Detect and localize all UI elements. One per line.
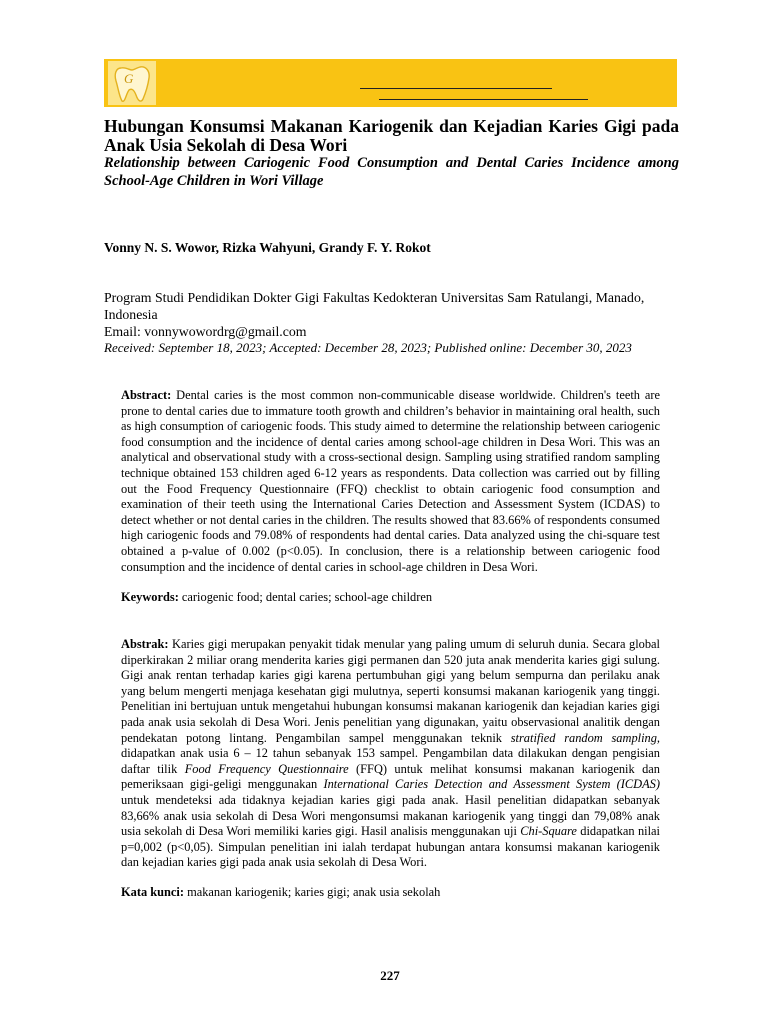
page-number: 227	[380, 968, 400, 983]
abstrak-text-4: untuk mendeteksi ada tidaknya kejadian karies gigi pada anak. Hasil penelitian didapatkan sebanyak 83,66% anak usia sekolah di Desa Wori mengonsumsi makanan kariogenik yang tinggi dan 79,08% anak usia sekolah di Desa Wori memiliki karies gigi. Hasil analisis menggunakan uji	[121, 792, 660, 839]
keywords-label: Keywords:	[121, 590, 179, 604]
tooth-logo-icon	[108, 61, 156, 105]
abstrak-label: Abstrak:	[121, 637, 169, 651]
abstrak-text-5: didapatkan nilai p=0,002 (p<0,05). Simpulan penelitian ini ialah terdapat hubungan antara konsumsi makanan kariogenik dan kejadian karies gigi pada anak usia sekolah di Desa Wori.	[121, 824, 661, 870]
abstrak-italic-3: International Caries Detection and Assessment System (ICDAS)	[323, 777, 660, 792]
logo-letter: G	[124, 71, 134, 86]
abstract-english	[121, 388, 660, 575]
contact-email: Email: vonnywowordrg@gmail.com	[104, 324, 307, 339]
abstrak-italic-4: Chi-Square	[520, 824, 577, 839]
affiliation: Program Studi Pendidikan Dokter Gigi Fakultas Kedokteran Universitas Sam Ratulangi, Manado, Indonesia	[104, 290, 645, 322]
abstract-indonesian	[121, 637, 660, 871]
abstract-label: Abstract:	[121, 388, 172, 402]
article-title: Hubungan Konsumsi Makanan Kariogenik dan Kejadian Karies Gigi pada Anak Usia Sekolah di Desa Wori	[104, 116, 679, 155]
article-subtitle: Relationship between Cariogenic Food Consumption and Dental Caries Incidence among School-Age Children in Wori Village	[104, 155, 679, 189]
header-rule-1	[360, 88, 552, 89]
kata-kunci-label: Kata kunci:	[121, 885, 184, 899]
abstrak-italic-2: Food Frequency Questionnaire	[184, 761, 349, 776]
author-list: Vonny N. S. Wowor, Rizka Wahyuni, Grandy F. Y. Rokot	[104, 240, 431, 255]
abstrak-text-3: (FFQ) untuk melihat konsumsi makanan kariogenik dan pemeriksaan gigi-geligi menggunakan	[121, 761, 660, 792]
keywords-indonesian	[121, 885, 660, 901]
abstrak-italic-1: stratified random sampling,	[510, 730, 661, 745]
kata-kunci-text: makanan kariogenik; karies gigi; anak usia sekolah	[184, 885, 441, 899]
publication-dates: Received: September 18, 2023; Accepted: December 28, 2023; Published online: December 30, 2023	[104, 340, 632, 355]
header-rule-2	[379, 99, 588, 100]
abstrak-text-1: Karies gigi merupakan penyakit tidak menular yang paling umum di seluruh dunia. Secara global diperkirakan 2 miliar orang menderita karies gigi permanen dan 520 juta anak menderita karies gigi sulung. Gigi anak rentan terhadap karies gigi karena pertumbuhan gigi yang belum sempurna dan perilaku anak yang belum mengerti menjaga kesehatan gigi mulutnya, seperti konsumsi makanan kariogenik yang tinggi. Penelitian ini bertujuan untuk mengetahui hubungan konsumsi makanan kariogenik dan kejadian karies gigi pada anak usia sekolah di Desa Wori. Jenis penelitian yang digunakan, yaitu observasional analitik dengan pendekatan potong lintang. Pengambilan sampel menggunakan teknik	[121, 637, 660, 745]
keywords-english	[121, 590, 660, 606]
abstrak-text-2: didapatkan anak usia 6 – 12 tahun sebanyak 153 sampel. Pengambilan data dilakukan dengan pengisian daftar tilik	[121, 746, 660, 776]
abstract-text: Dental caries is the most common non-communicable disease worldwide. Children's teeth are prone to dental caries due to immature tooth growth and children’s behavior in maintaining oral health, such as high consumption of cariogenic foods. This study aimed to determine the relationship between cariogenic food consumption and the incidence of dental caries among school-age children in Desa Wori. This was an analytical and observational study with a cross-sectional design. Sampling using stratified random sampling technique obtained 153 children aged 6-12 years as respondents. Data collection was carried out by filling out the Food Frequency Questionnaire (FFQ) checklist to obtain cariogenic food consumption and examination of their teeth using the International Caries Detection and Assessment System (ICDAS) to detect whether or not dental caries in the children. The results showed that 83.66% of respondents consumed high cariogenic foods and 79.08% of respondents had dental caries. Data analyzed using the chi-square test obtained a p-value of 0.002 (p<0.05). In conclusion, there is a relationship between cariogenic food consumption and the incidence of dental caries in school-age children in Desa Wori.	[121, 388, 660, 574]
keywords-text: cariogenic food; dental caries; school-age children	[178, 590, 433, 604]
